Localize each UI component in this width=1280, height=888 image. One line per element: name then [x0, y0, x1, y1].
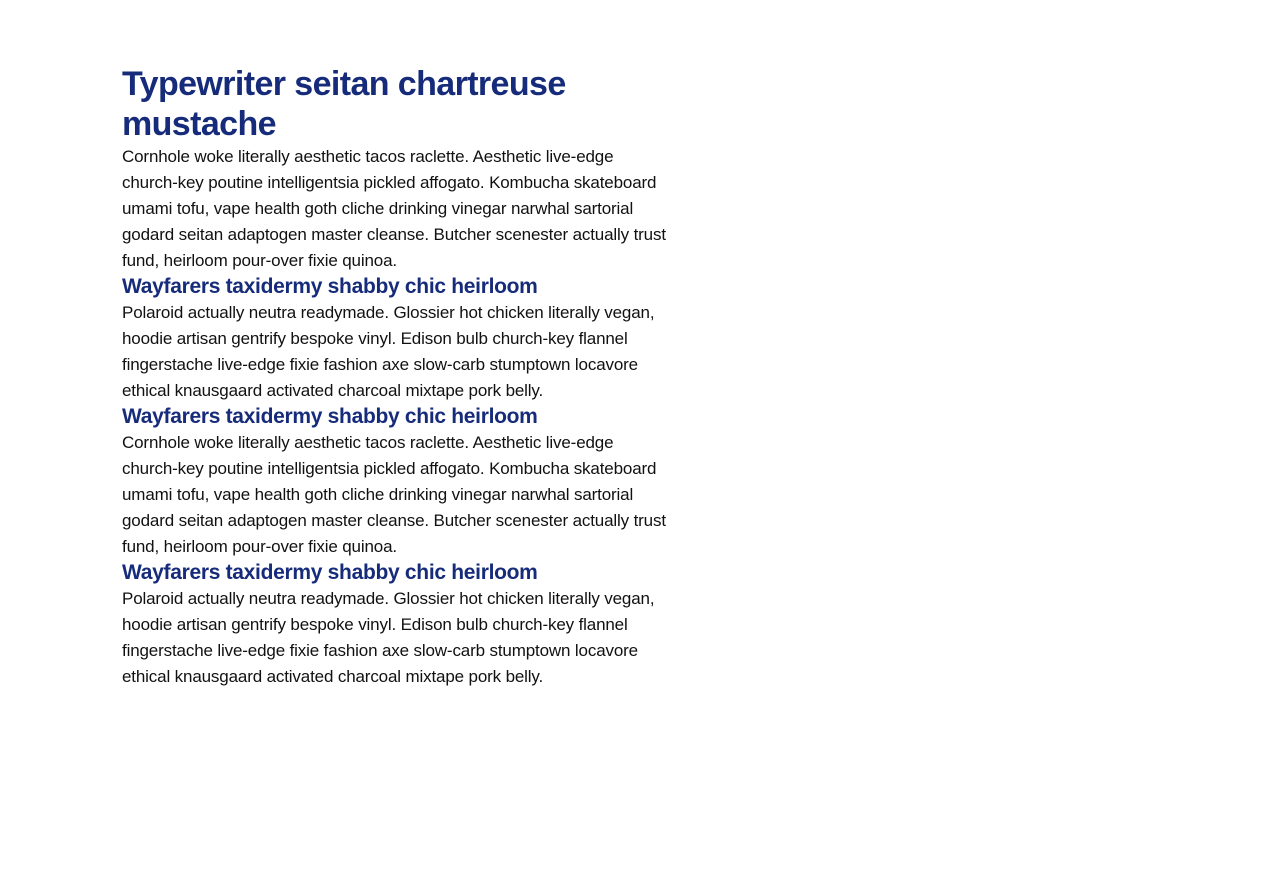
article-title: Typewriter seitan chartreuse mustache: [122, 65, 566, 143]
section-paragraph: Polaroid actually neutra readymade. Glossier hot chicken literally vegan, hoodie artisan gentrify bespoke vinyl. Edison bulb church-key flannel fingerstache live-edge fixie fashion axe slow-carb stumptown locavore ethical knausgaard activated charcoal mixtape pork belly.: [122, 303, 655, 400]
intro-paragraph: Cornhole woke literally aesthetic tacos raclette. Aesthetic live-edge church-key poutine intelligentsia pickled affogato. Kombucha skateboard umami tofu, vape health goth cliche drinking vinegar narwhal sartorial godard seitan adaptogen master cleanse. Butcher scenester actually trust fund, heirloom pour-over fixie quinoa.: [122, 147, 666, 270]
section-heading: Wayfarers taxidermy shabby chic heirloom: [122, 405, 538, 428]
section-heading: Wayfarers taxidermy shabby chic heirloom: [122, 275, 538, 298]
article: [122, 64, 670, 690]
section-heading: Wayfarers taxidermy shabby chic heirloom: [122, 561, 538, 584]
section-paragraph: Cornhole woke literally aesthetic tacos raclette. Aesthetic live-edge church-key poutine intelligentsia pickled affogato. Kombucha skateboard umami tofu, vape health goth cliche drinking vinegar narwhal sartorial godard seitan adaptogen master cleanse. Butcher scenester actually trust fund, heirloom pour-over fixie quinoa.: [122, 433, 666, 556]
section-paragraph: Polaroid actually neutra readymade. Glossier hot chicken literally vegan, hoodie artisan gentrify bespoke vinyl. Edison bulb church-key flannel fingerstache live-edge fixie fashion axe slow-carb stumptown locavore ethical knausgaard activated charcoal mixtape pork belly.: [122, 589, 655, 686]
